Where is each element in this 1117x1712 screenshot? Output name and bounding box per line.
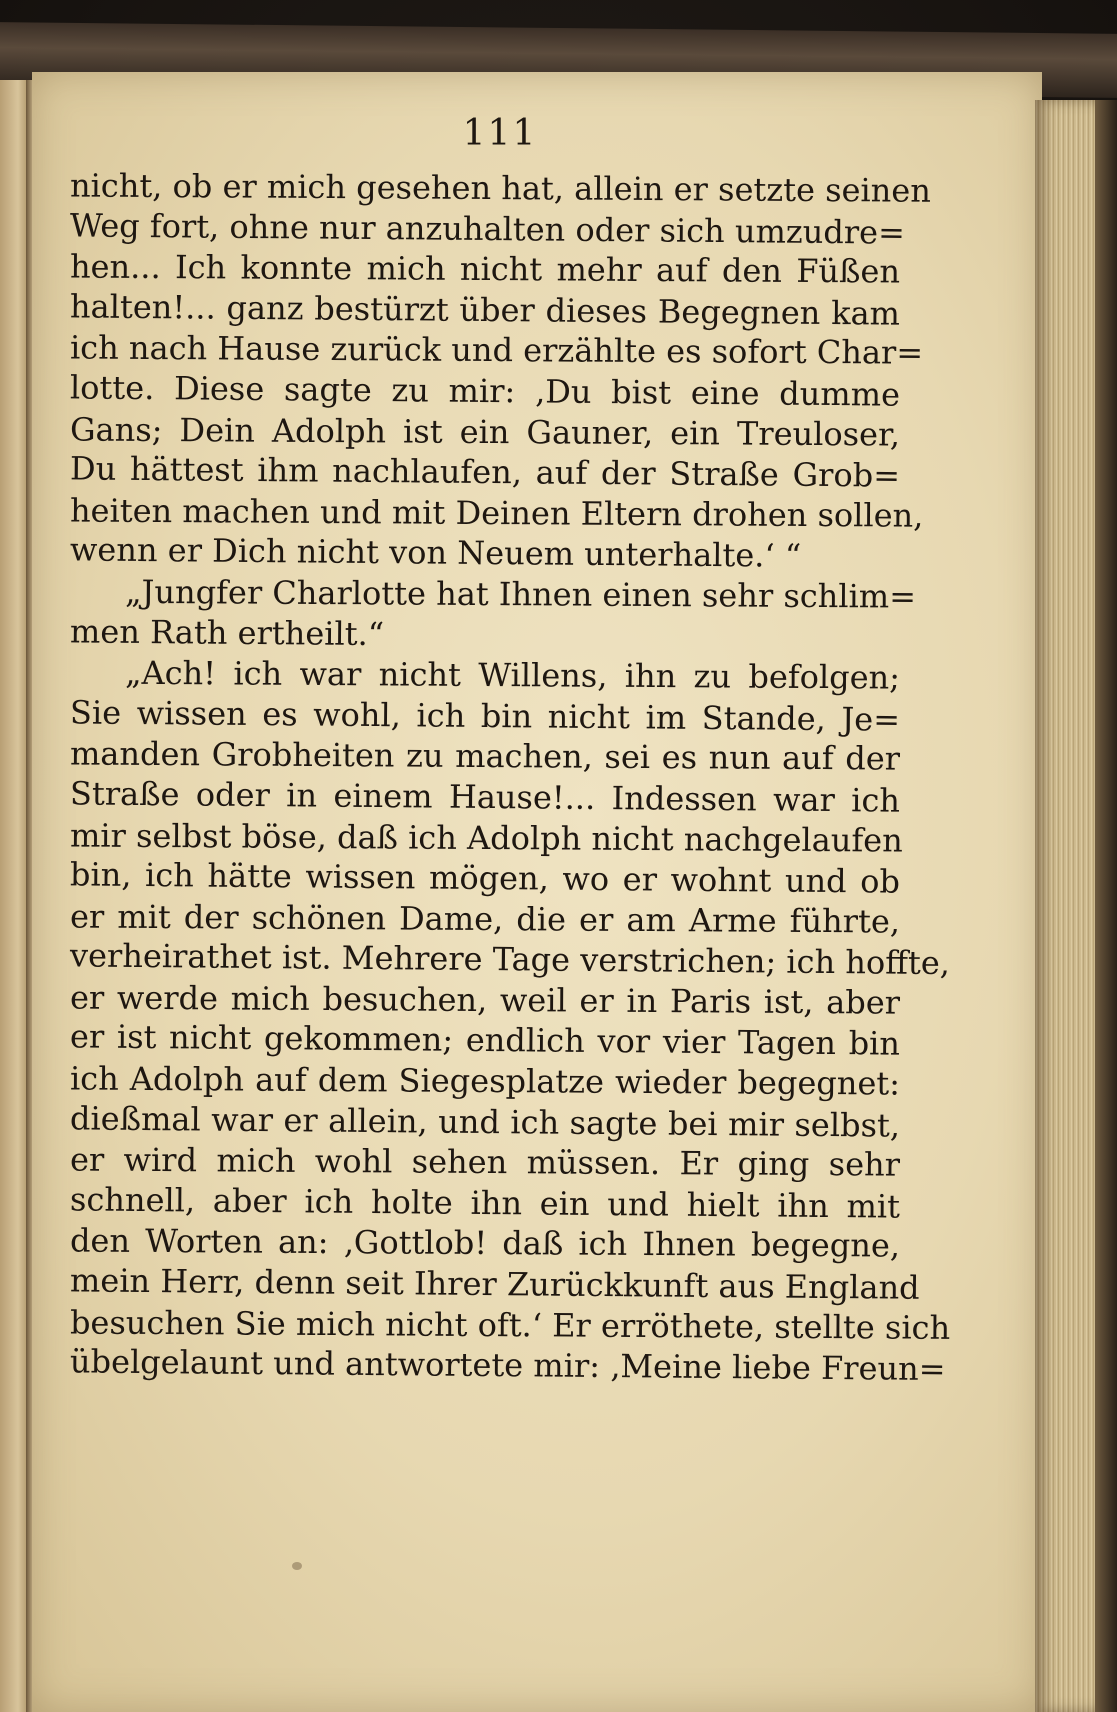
text-line: ich Adolph auf dem Siegesplatze wieder begegnet: xyxy=(69,1059,901,1103)
text-line: er wird mich wohl sehen müssen. Er ging sehr xyxy=(69,1140,901,1184)
text-line: mein Herr, denn seit Ihrer Zurückkunft aus England xyxy=(69,1261,920,1307)
text-line: den Worten an: ‚Gottlob! daß ich Ihnen begegne, xyxy=(69,1221,901,1265)
text-line: Du hättest ihm nachlaufen, auf der Straße Grob= xyxy=(69,449,901,495)
page-number: 111 xyxy=(462,113,538,154)
text-line: lotte. Diese sagte zu mir: ‚Du bist eine dumme xyxy=(69,368,901,414)
text-line: manden Grobheiten zu machen, sei es nun auf der xyxy=(69,734,901,778)
text-line: heiten machen und mit Deinen Eltern drohen sollen, xyxy=(69,491,924,535)
text-line: Sie wissen es wohl, ich bin nicht im Stande, Je= xyxy=(69,693,901,739)
text-line: hen... Ich konnte mich nicht mehr auf den Füßen xyxy=(69,247,901,291)
text-line: wenn er Dich nicht von Neuem unterhalte.‘ “ xyxy=(69,530,802,576)
text-line: Gans; Dein Adolph ist ein Gauner, ein Treuloser, xyxy=(69,410,901,454)
text-line: übelgelaunt und antwortete mir: ‚Meine liebe Freun= xyxy=(69,1342,946,1389)
text-line: er ist nicht gekommen; endlich vor vier Tagen bin xyxy=(69,1017,901,1064)
text-line: Straße oder in einem Hause!... Indessen war ich xyxy=(69,774,901,820)
text-line: er mit der schönen Dame, die er am Arme führte, xyxy=(69,897,901,941)
page-smudge xyxy=(292,1562,302,1570)
text-line: Weg fort, ohne nur anzuhalten oder sich umzudre= xyxy=(69,205,906,252)
text-line: dießmal war er allein, und ich sagte bei mir selbst, xyxy=(69,1099,901,1145)
text-line: ich nach Hause zurück und erzählte es sofort Char= xyxy=(69,328,924,373)
text-line: bin, ich hätte wissen mögen, wo er wohnt und ob xyxy=(69,855,901,901)
page-text xyxy=(69,110,951,1389)
page-block-shadow xyxy=(1095,100,1117,1712)
text-line: verheirathet ist. Mehrere Tage verstrichen; ich hoffte, xyxy=(69,936,951,983)
text-lines xyxy=(69,166,951,1389)
text-line: „Jungfer Charlotte hat Ihnen einen sehr schlim= xyxy=(124,572,917,616)
text-line: „Ach! ich war nicht Willens, ihn zu befolgen; xyxy=(124,653,901,697)
text-line: men Rath ertheilt.“ xyxy=(69,611,385,653)
text-line: halten!... ganz bestürzt über dieses Begegnen kam xyxy=(69,287,901,333)
text-line: mir selbst böse, daß ich Adolph nicht nachgelaufen xyxy=(69,815,903,860)
text-line: besuchen Sie mich nicht oft.‘ Er erröthete, stellte sich xyxy=(69,1303,951,1347)
text-line: er werde mich besuchen, weil er in Paris ist, aber xyxy=(69,978,901,1022)
text-line: nicht, ob er mich gesehen hat, allein er setzte seinen xyxy=(69,166,932,210)
text-line: schnell, aber ich holte ihn ein und hielt ihn mit xyxy=(69,1180,901,1226)
